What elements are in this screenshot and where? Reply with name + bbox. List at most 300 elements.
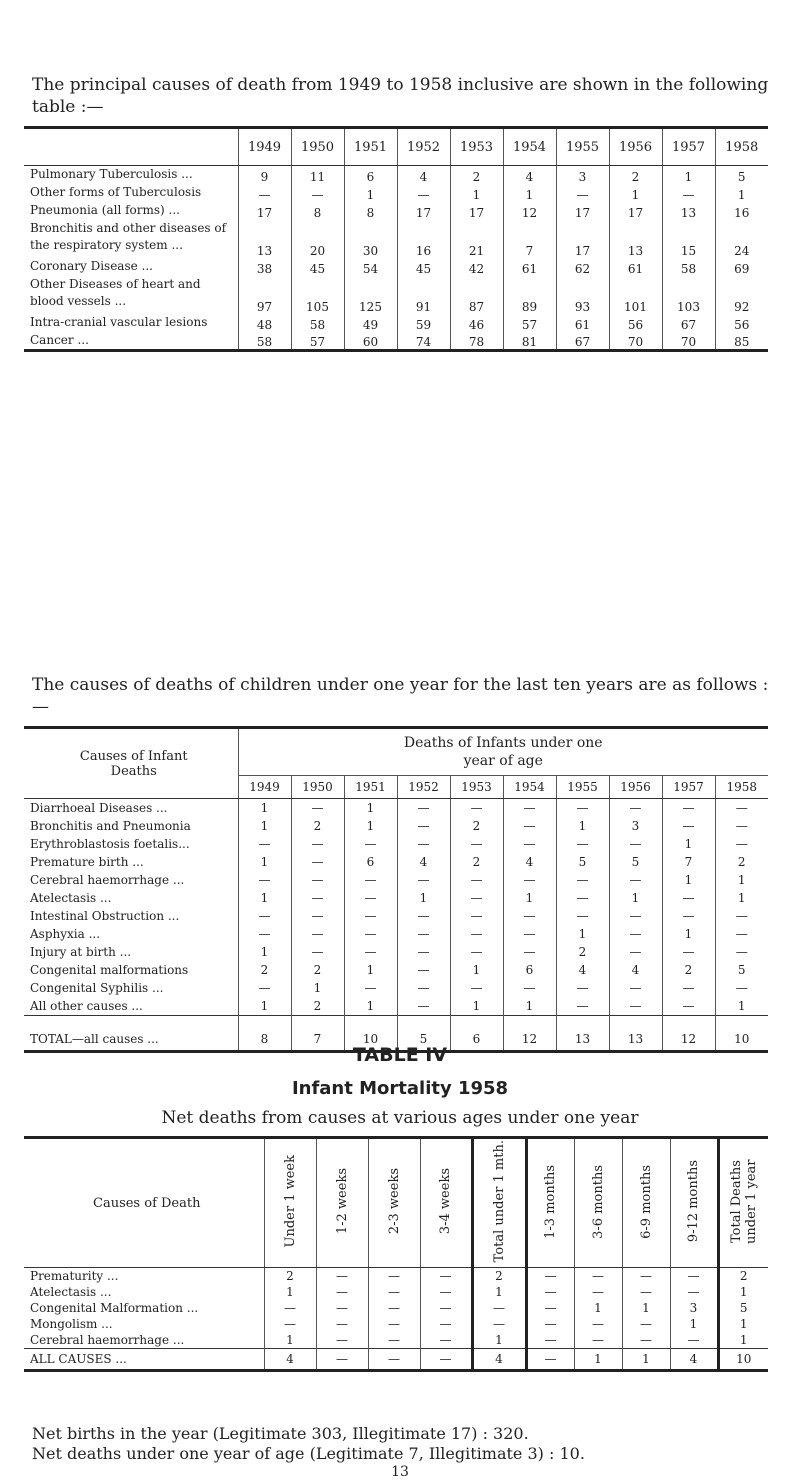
table1-cell: 1 (503, 184, 556, 202)
table2-cell: 1 (556, 925, 609, 943)
table1-year-header: 1958 (715, 128, 768, 166)
table3-column-header (472, 1138, 526, 1268)
table2-cell: — (715, 799, 768, 818)
table3-column-header (670, 1138, 718, 1268)
table3-cell: 1 (718, 1284, 768, 1300)
table2-row-label: Congenital malformations (30, 963, 189, 977)
table1-cell: — (238, 184, 291, 202)
table1-cell: — (662, 184, 715, 202)
table1-cell: 45 (291, 258, 344, 276)
table1-body (24, 166, 768, 351)
table1-row-label: Other Diseases of heart and blood vessels ... (30, 276, 201, 308)
table2-cell: 1 (662, 925, 715, 943)
table3-column-header (574, 1138, 622, 1268)
table1-row-label: Pulmonary Tuberculosis ... (30, 167, 193, 181)
table1-cell: 89 (503, 276, 556, 314)
table2-row (24, 907, 768, 925)
table1-cell: 7 (503, 220, 556, 258)
table2-year-header: 1950 (291, 776, 344, 799)
table2-cell: 1 (238, 889, 291, 907)
table1-cell: 61 (503, 258, 556, 276)
table2-cell: 4 (397, 853, 450, 871)
table2-cell: — (662, 889, 715, 907)
table2-cell: — (662, 907, 715, 925)
table2-cell: — (503, 835, 556, 853)
table2-cell: — (715, 907, 768, 925)
table1-row (24, 202, 768, 220)
table2-cell: 1 (238, 853, 291, 871)
table1-cell: 91 (397, 276, 450, 314)
table2-row (24, 871, 768, 889)
table3-column-header (368, 1138, 420, 1268)
net-births-note: Net births in the year (Legitimate 303, Illegitimate 17) : 320. (32, 1424, 529, 1443)
table2-total-cell: 13 (556, 1016, 609, 1052)
table2-cell: 2 (450, 853, 503, 871)
table2-cell: — (450, 889, 503, 907)
table2-cell: — (238, 835, 291, 853)
table1-year-header: 1951 (344, 128, 397, 166)
table2-row-label: Intestinal Obstruction ... (30, 909, 180, 923)
table2-cell: — (556, 997, 609, 1016)
table2-row (24, 889, 768, 907)
table2-cell: — (238, 907, 291, 925)
table3-cell: — (526, 1300, 574, 1316)
table1-year-header: 1954 (503, 128, 556, 166)
table3-cell: — (316, 1316, 368, 1332)
table2-cell: — (397, 835, 450, 853)
table2-cell: 1 (397, 889, 450, 907)
table2-cell: 1 (238, 799, 291, 818)
table2-year-header: 1954 (503, 776, 556, 799)
table1-cell: 57 (291, 332, 344, 351)
table2-cell: 2 (715, 853, 768, 871)
table3-column-header-text: 3-6 months (590, 1164, 606, 1239)
table3-column-header-text: Total Deaths under 1 year (728, 1159, 759, 1244)
table1-cell: 1 (662, 166, 715, 184)
table1-cell: 16 (397, 220, 450, 258)
table3-cell: — (670, 1332, 718, 1349)
table2-cell: — (397, 871, 450, 889)
table3-cell: — (368, 1300, 420, 1316)
table1-cell: 61 (556, 314, 609, 332)
table1-cell: 15 (662, 220, 715, 258)
table1-cell: 2 (609, 166, 662, 184)
table2-cell: — (609, 979, 662, 997)
table2-total-cell: 10 (715, 1016, 768, 1052)
table3-row (24, 1300, 768, 1316)
footer-notes (32, 1424, 772, 1464)
table-number: TABLE IV (352, 1044, 448, 1066)
table2-cell: — (503, 943, 556, 961)
table2-cell: 2 (662, 961, 715, 979)
table3-cell: — (622, 1284, 670, 1300)
table2-cell: — (291, 835, 344, 853)
table3-cell: 2 (472, 1268, 526, 1285)
table2-cell: — (397, 907, 450, 925)
table1-year-header: 1949 (238, 128, 291, 166)
causes-of-death-table (24, 126, 768, 352)
table2-cell: — (291, 871, 344, 889)
table2-row-label: All other causes ... (30, 999, 143, 1013)
table2-cell: — (503, 817, 556, 835)
table2-cell: — (556, 889, 609, 907)
table1-cell: 30 (344, 220, 397, 258)
table2-cell: — (450, 799, 503, 818)
table1-cell: 48 (238, 314, 291, 332)
table-subtitle: Net deaths from causes at various ages under one year (161, 1108, 639, 1128)
table3-cell: 1 (670, 1316, 718, 1332)
table3-column-header-text: 1-2 weeks (334, 1168, 350, 1235)
table1-cell: 45 (397, 258, 450, 276)
table2-cell: 1 (238, 997, 291, 1016)
table2-total-cell: 12 (503, 1016, 556, 1052)
table3-column-header (622, 1138, 670, 1268)
table2-cell: — (609, 907, 662, 925)
table2-row (24, 817, 768, 835)
table2-cell: — (344, 943, 397, 961)
table2-cell: 1 (344, 817, 397, 835)
table1-cell: 69 (715, 258, 768, 276)
table-title: Infant Mortality 1958 (291, 1078, 509, 1099)
table2-year-header: 1956 (609, 776, 662, 799)
table2-total-cell: 8 (238, 1016, 291, 1052)
table3-total-cell: 4 (472, 1349, 526, 1371)
table1-cell: 17 (450, 202, 503, 220)
table1-row-label: Cancer ... (30, 332, 89, 347)
table1-cell: 17 (609, 202, 662, 220)
table3-cell: — (368, 1332, 420, 1349)
table3-cell: — (526, 1284, 574, 1300)
table2-cell: — (609, 997, 662, 1016)
table2-cell: — (503, 799, 556, 818)
table2-cell: — (662, 817, 715, 835)
table2-cell: — (291, 799, 344, 818)
table2-cell: — (397, 817, 450, 835)
table2-cell: — (450, 925, 503, 943)
table1-cell: 56 (609, 314, 662, 332)
intro-paragraph: The principal causes of death from 1949 to 1958 inclusive are shown in the following table :— (32, 75, 769, 117)
table2-cell: 1 (503, 997, 556, 1016)
table1-row (24, 332, 768, 351)
table2-row-label: Premature birth ... (30, 855, 144, 869)
table1-row (24, 220, 768, 258)
table3-cell: 1 (264, 1284, 316, 1300)
table2-cell: — (715, 817, 768, 835)
table3-cell: — (670, 1268, 718, 1285)
table1-cell: 58 (238, 332, 291, 351)
table1-row (24, 276, 768, 314)
table2-cell: — (397, 943, 450, 961)
table1-cell: — (397, 184, 450, 202)
table3-cell: — (526, 1332, 574, 1349)
table3-cell: — (574, 1268, 622, 1285)
table3-total-cell: — (368, 1349, 420, 1371)
table2-cell: 1 (503, 889, 556, 907)
infant-deaths-table (24, 726, 768, 1053)
table2-cell: — (344, 907, 397, 925)
table2-cell: 5 (609, 853, 662, 871)
table2-cell: — (662, 799, 715, 818)
table2-cell: — (344, 925, 397, 943)
table1-cell: 4 (397, 166, 450, 184)
table2-total-cell: 12 (662, 1016, 715, 1052)
table3-total-cell: — (526, 1349, 574, 1371)
table2-cell: — (662, 997, 715, 1016)
table1-cell: 93 (556, 276, 609, 314)
table1-cell: 97 (238, 276, 291, 314)
table2-cell: — (609, 943, 662, 961)
table2-cell: — (397, 925, 450, 943)
table1-year-header: 1957 (662, 128, 715, 166)
table1-row-label: Bronchitis and other diseases of the respiratory system ... (30, 220, 227, 252)
table2-cell: 4 (609, 961, 662, 979)
table2-cell: 6 (503, 961, 556, 979)
table3-cell: — (574, 1332, 622, 1349)
table3-cell: — (368, 1316, 420, 1332)
table3-cell: 1 (472, 1332, 526, 1349)
table1-cell: 70 (609, 332, 662, 351)
table3-cell: 3 (670, 1300, 718, 1316)
table1-cell: 6 (344, 166, 397, 184)
table2-label-header-text: Causes of Infant Deaths (79, 748, 188, 779)
table3-body (24, 1268, 768, 1371)
table2-cell: — (291, 907, 344, 925)
table2-row (24, 799, 768, 818)
table2-cell: 1 (344, 799, 397, 818)
table3-column-header (264, 1138, 316, 1268)
table3-column-header-text: 1-3 months (543, 1164, 558, 1239)
table3-cell: 1 (622, 1300, 670, 1316)
table2-cell: — (503, 979, 556, 997)
table2-cell: — (291, 925, 344, 943)
table3-column-header (420, 1138, 472, 1268)
table1-cell: — (291, 184, 344, 202)
table3-total-cell: — (316, 1349, 368, 1371)
table1-year-header: 1950 (291, 128, 344, 166)
table3-cell: — (472, 1300, 526, 1316)
table2-row (24, 997, 768, 1016)
table3-column-header-text: Under 1 week (282, 1155, 298, 1248)
table3-cell: — (368, 1284, 420, 1300)
table2-cell: — (344, 871, 397, 889)
table1-cell: 1 (609, 184, 662, 202)
table3-header-row (24, 1138, 768, 1268)
table2-cell: — (715, 835, 768, 853)
table2-row (24, 979, 768, 997)
table2-total-cell: 7 (291, 1016, 344, 1052)
table2-cell: 1 (662, 871, 715, 889)
table2-cell: 2 (291, 961, 344, 979)
table1-row (24, 184, 768, 202)
table1-row-label: Pneumonia (all forms) ... (30, 202, 180, 217)
table2-group-header-text: Deaths of Infants under one year of age (403, 735, 603, 769)
table2-cell: — (397, 979, 450, 997)
table1-cell: 5 (715, 166, 768, 184)
table2-row (24, 943, 768, 961)
table2-year-header: 1952 (397, 776, 450, 799)
table2-cell: — (238, 979, 291, 997)
table3-label-header (24, 1138, 264, 1268)
table2-cell: — (556, 907, 609, 925)
table3-cell: — (264, 1300, 316, 1316)
table1-cell: 81 (503, 332, 556, 351)
table2-cell: 2 (450, 817, 503, 835)
table3-cell: — (420, 1284, 472, 1300)
table2-year-header: 1949 (238, 776, 291, 799)
table2-cell: — (291, 853, 344, 871)
table2-cell: — (609, 835, 662, 853)
table2-row-label: Asphyxia ... (30, 927, 101, 941)
table3-column-header (718, 1138, 768, 1268)
table3-cell: — (420, 1332, 472, 1349)
table1-cell: 60 (344, 332, 397, 351)
table3-row (24, 1332, 768, 1349)
table2-label-header (24, 728, 238, 799)
table2-row (24, 961, 768, 979)
table1-cell: 125 (344, 276, 397, 314)
table3-cell: — (574, 1316, 622, 1332)
table3-row-label: Congenital Malformation ... (30, 1301, 199, 1315)
table2-cell: — (291, 943, 344, 961)
table2-cell: — (556, 835, 609, 853)
table3-cell: 1 (472, 1284, 526, 1300)
table2-cell: 4 (503, 853, 556, 871)
table2-cell: — (715, 979, 768, 997)
table2-cell: 1 (715, 871, 768, 889)
table2-group-header (238, 728, 768, 776)
table2-cell: 2 (291, 997, 344, 1016)
table3-total-cell: 1 (574, 1349, 622, 1371)
table1-cell: 2 (450, 166, 503, 184)
table2-row (24, 925, 768, 943)
table1-cell: 17 (556, 220, 609, 258)
table1-cell: 1 (715, 184, 768, 202)
table1-cell: 13 (238, 220, 291, 258)
table3-cell: — (316, 1268, 368, 1285)
table1-cell: 103 (662, 276, 715, 314)
page-number: 13 (391, 1464, 409, 1480)
table2-cell: — (715, 943, 768, 961)
table3-cell: 2 (264, 1268, 316, 1285)
table3-column-header-text: 2-3 weeks (386, 1168, 402, 1235)
table2-row-label: Congenital Syphilis ... (30, 981, 164, 995)
table2-cell: — (609, 871, 662, 889)
table2-cell: — (397, 997, 450, 1016)
table3-column-header (526, 1138, 574, 1268)
table1-row-label: Intra-cranial vascular lesions (30, 314, 208, 329)
table2-year-header: 1955 (556, 776, 609, 799)
table3-cell: — (316, 1300, 368, 1316)
table1-cell: 74 (397, 332, 450, 351)
table3-column-header-text: 3-4 weeks (438, 1168, 453, 1235)
table1-cell: 58 (662, 258, 715, 276)
table3-row-label: Mongolism ... (30, 1317, 113, 1331)
table2-cell: — (344, 979, 397, 997)
table1-cell: 24 (715, 220, 768, 258)
table1-cell: 62 (556, 258, 609, 276)
table2-cell: — (503, 925, 556, 943)
table2-row-label: Injury at birth ... (30, 945, 132, 959)
table2-cell: — (662, 943, 715, 961)
table3-total-cell: 4 (264, 1349, 316, 1371)
table3-total-row-label: ALL CAUSES ... (24, 1349, 264, 1371)
table1-cell: 105 (291, 276, 344, 314)
table3-column-header-text: 6-9 months (638, 1164, 654, 1239)
table3-column-header (316, 1138, 368, 1268)
table1-cell: 54 (344, 258, 397, 276)
table2-total-cell: 13 (609, 1016, 662, 1052)
table2-cell: — (715, 925, 768, 943)
table3-cell: 1 (718, 1316, 768, 1332)
table2-row-label: Erythroblastosis foetalis... (30, 837, 190, 851)
table1-cell: 1 (450, 184, 503, 202)
table3-cell: — (526, 1316, 574, 1332)
table1-year-header: 1953 (450, 128, 503, 166)
table2-cell: — (503, 907, 556, 925)
table2-cell: 5 (715, 961, 768, 979)
infant-mortality-1958-table (24, 1136, 768, 1372)
table2-body (24, 799, 768, 1052)
table2-cell: 2 (238, 961, 291, 979)
table1-cell: 12 (503, 202, 556, 220)
table3-cell: 1 (264, 1332, 316, 1349)
table3-cell: — (472, 1316, 526, 1332)
table1-cell: 3 (556, 166, 609, 184)
table2-cell: — (397, 961, 450, 979)
table1-cell: 17 (238, 202, 291, 220)
table2-row-label: Cerebral haemorrhage ... (30, 873, 185, 887)
table3-cell: 2 (718, 1268, 768, 1285)
table1-year-header: 1952 (397, 128, 450, 166)
table1-cell: 92 (715, 276, 768, 314)
table2-cell: 1 (291, 979, 344, 997)
table3-column-header-text: Total under 1 mth. (491, 1140, 507, 1263)
table3-cell: — (622, 1316, 670, 1332)
table2-cell: — (397, 799, 450, 818)
table3-cell: — (622, 1268, 670, 1285)
table2-cell: — (450, 979, 503, 997)
table1-cell: 20 (291, 220, 344, 258)
table1-cell: 49 (344, 314, 397, 332)
table2-year-header: 1958 (715, 776, 768, 799)
table2-year-header: 1953 (450, 776, 503, 799)
table3-cell: — (574, 1284, 622, 1300)
table3-row-label: Prematurity ... (30, 1269, 119, 1283)
infant-paragraph: The causes of deaths of children under one year for the last ten years are as follows :— (32, 675, 769, 717)
table1-cell: 59 (397, 314, 450, 332)
table2-cell: — (450, 835, 503, 853)
table2-cell: — (291, 889, 344, 907)
table2-cell: — (662, 979, 715, 997)
table1-cell: 11 (291, 166, 344, 184)
table2-cell: — (344, 835, 397, 853)
table2-cell: 1 (609, 889, 662, 907)
table1-cell: 9 (238, 166, 291, 184)
table2-cell: 7 (662, 853, 715, 871)
table1-cell: 56 (715, 314, 768, 332)
table3-row (24, 1284, 768, 1300)
table3-cell: — (420, 1300, 472, 1316)
table2-cell: — (238, 871, 291, 889)
table2-cell: 1 (662, 835, 715, 853)
table3-cell: — (670, 1284, 718, 1300)
table1-cell: 38 (238, 258, 291, 276)
table1-cell: 57 (503, 314, 556, 332)
table3-cell: — (316, 1284, 368, 1300)
table2-year-header: 1951 (344, 776, 397, 799)
table2-total-cell: 5 (397, 1016, 450, 1052)
table2-cell: 1 (450, 961, 503, 979)
